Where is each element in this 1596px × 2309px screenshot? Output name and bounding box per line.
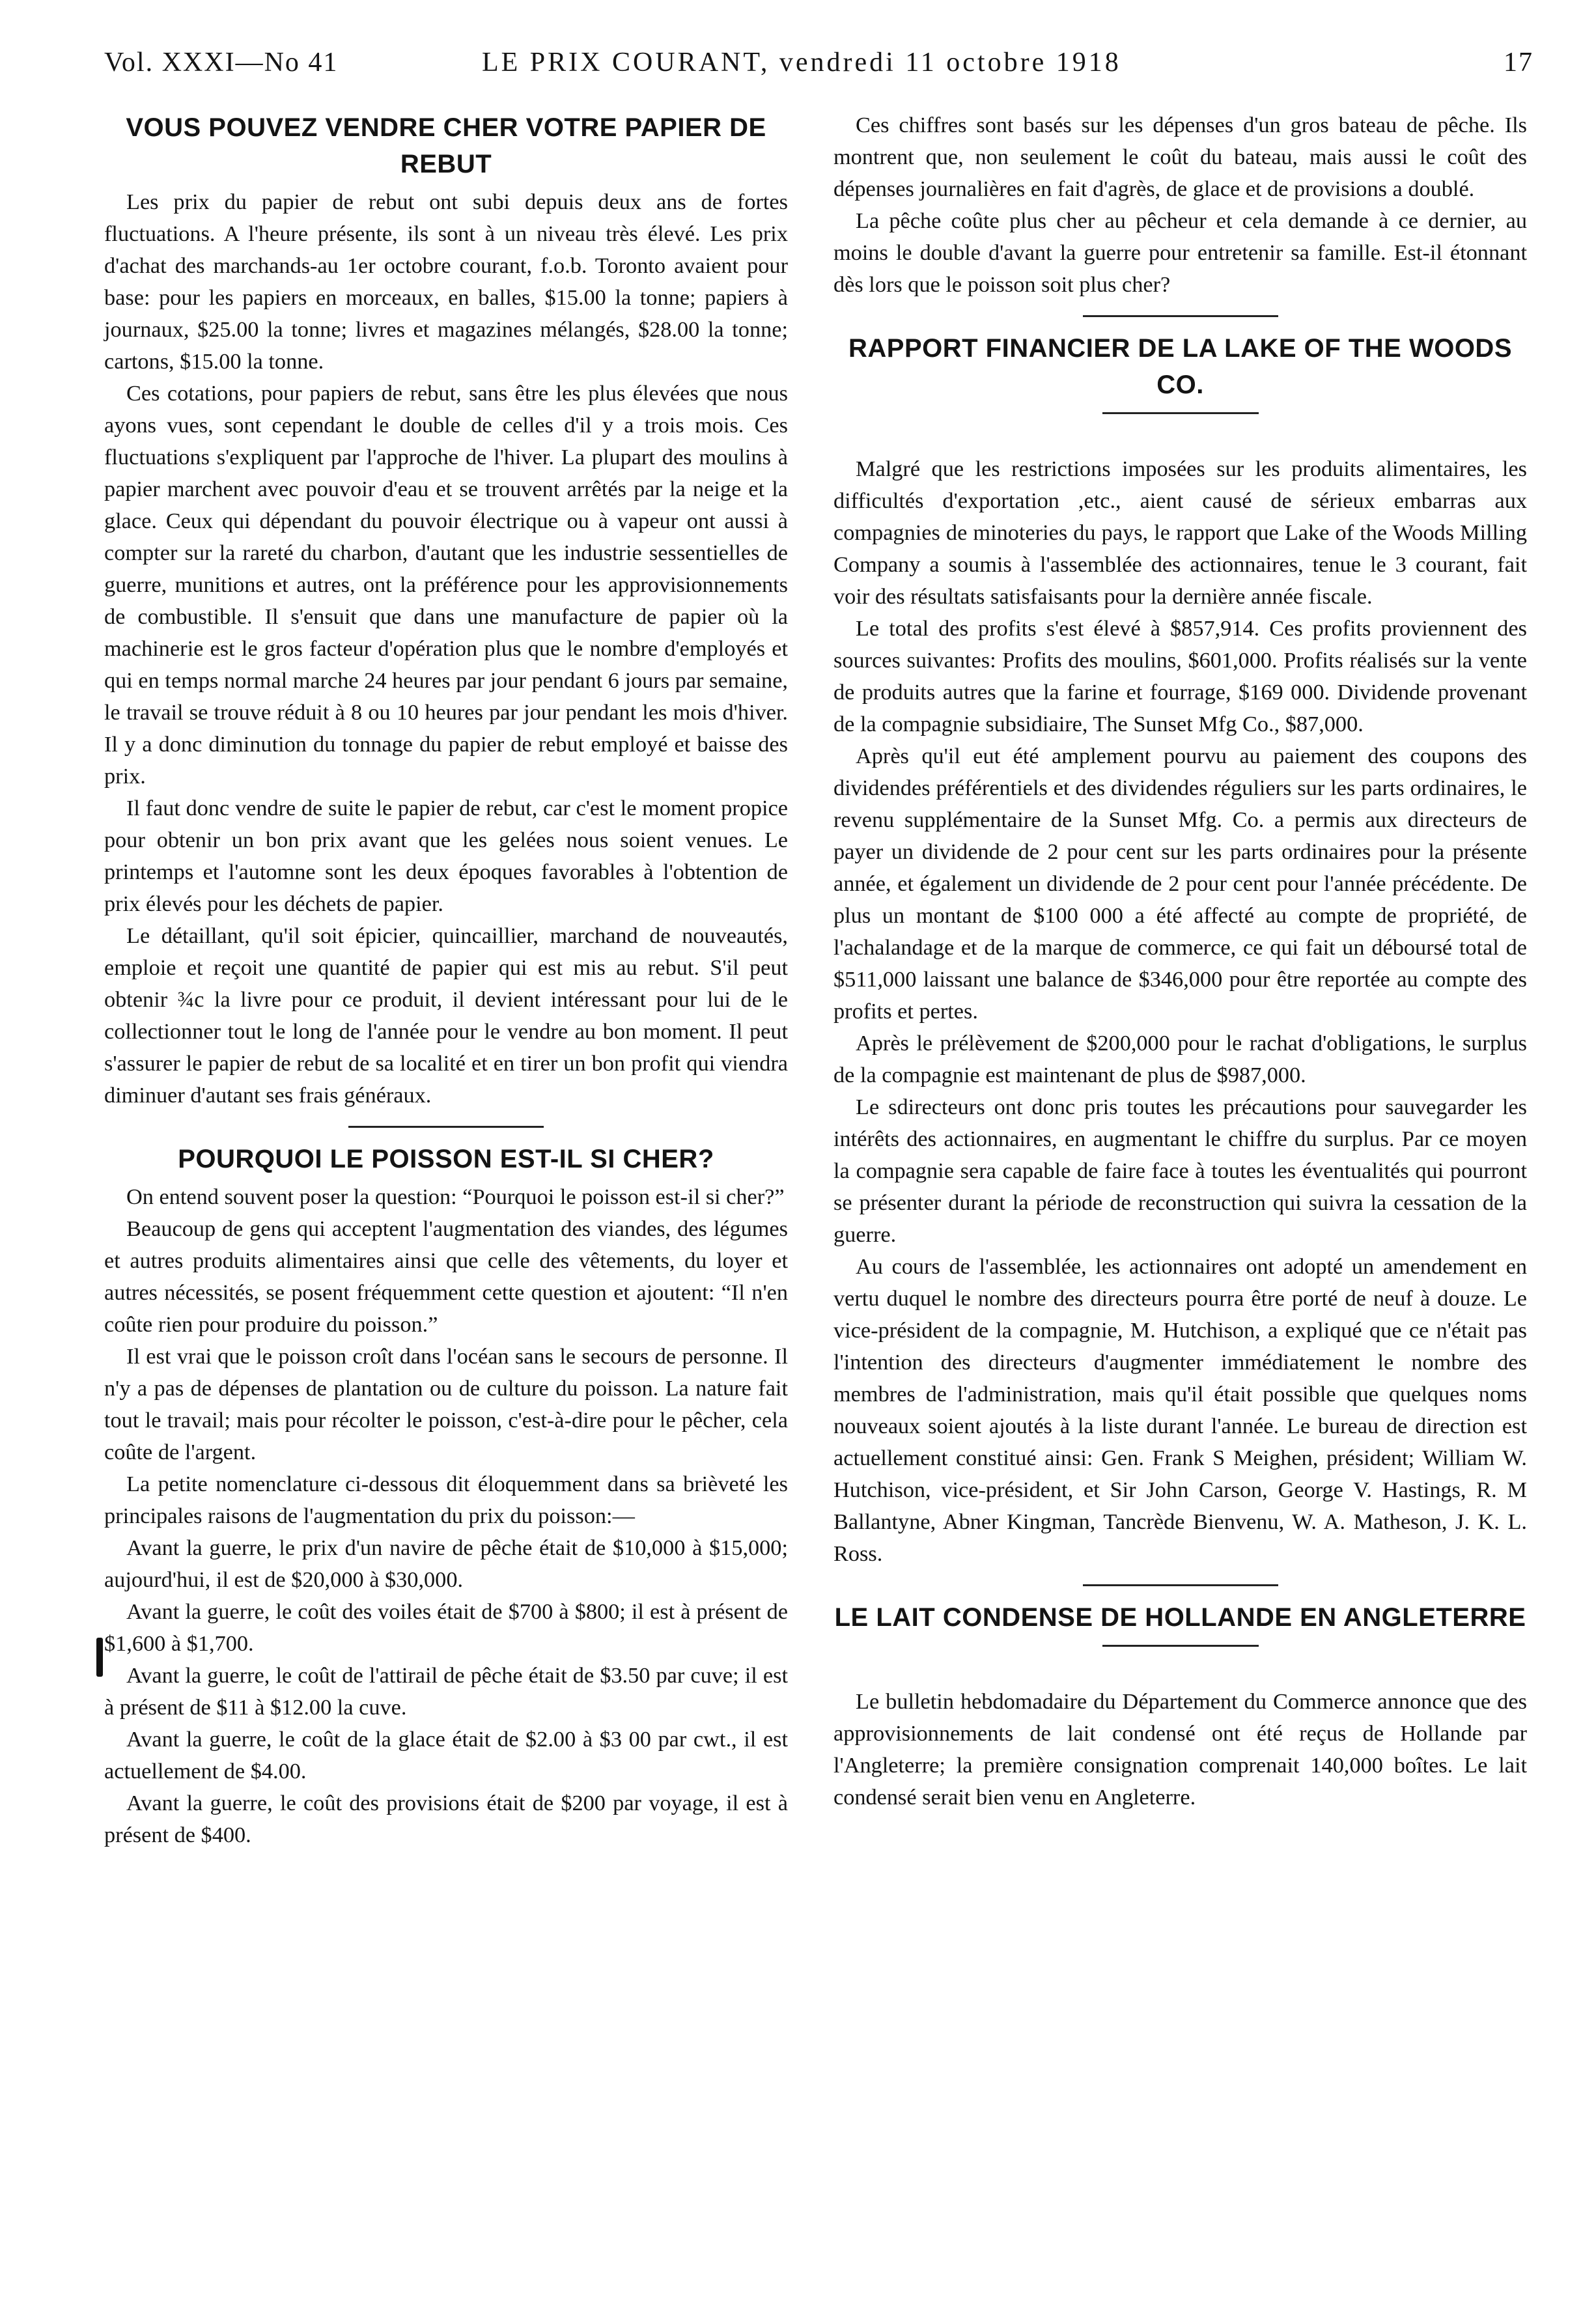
article-paragraph: Avant la guerre, le coût de l'attirail de pêche était de $3.50 par cuve; il est à présent de $11 à $12.00 la cuve. [104, 1663, 788, 1720]
article-poisson-continued [833, 109, 1527, 301]
article-paragraph: Ces chiffres sont basés sur les dépenses d'un gros bateau de pêche. Ils montrent que, non seulement le coût du bateau, mais aussi le coût des dépenses journalières en fait d'agrès, de glace et de provisions a doublé. [833, 113, 1527, 201]
article-paragraph: La petite nomenclature ci-dessous dit éloquemment dans sa brièveté les principales raisons de l'augmentation du prix du poisson:— [104, 1472, 788, 1528]
article-paragraph: Avant la guerre, le coût des provisions était de $200 par voyage, il est à présent de $400. [104, 1791, 788, 1847]
volume-number: Vol. XXXI—No 41 [104, 48, 339, 77]
article-lait-condense [833, 1599, 1527, 1813]
article-divider [1083, 315, 1278, 317]
article-paragraph: Le sdirecteurs ont donc pris toutes les précautions pour sauvegarder les intérêts des actionnaires, en augmentant le chiffre du surplus. Par ce moyen la compagnie sera capable de faire face à toutes les éventualités qui pourront se présenter durant la période de reconstruction qui suivra la cessation de la guerre. [833, 1095, 1527, 1247]
margin-mark [96, 1638, 103, 1677]
article-paragraph: Malgré que les restrictions imposées sur les produits alimentaires, les difficultés d'exportation ,etc., aient causé de sérieux embarras aux compagnies de minoteries du pays, le rapport que Lake of the Woods Milling Company a soumis à l'assemblée des actionnaires, tenue le 3 courant, fait voir des résultats satisfaisants pour la dernière année fiscale. [833, 456, 1527, 609]
article-title: POURQUOI LE POISSON EST-IL SI CHER? [178, 1145, 714, 1173]
title-underline [1102, 412, 1259, 414]
article-paragraph: Après le prélèvement de $200,000 pour le rachat d'obligations, le surplus de la compagnie est maintenant de plus de $987,000. [833, 1031, 1527, 1087]
article-paragraph: La pêche coûte plus cher au pêcheur et cela demande à ce dernier, au moins le double d'avant la guerre pour entretenir sa famille. Est-il étonnant dès lors que le poisson soit plus cher? [833, 208, 1527, 297]
article-papier-de-rebut [104, 109, 788, 1112]
article-divider [1083, 1584, 1278, 1586]
article-paragraph: Ces cotations, pour papiers de rebut, sans être les plus élevées que nous ayons vues, sont cependant le double de celles d'il y a trois mois. Ces fluctuations s'expliquent par l'approche de l'hiver. La plupart des moulins à papier marchent avec pouvoir d'eau et se trouvent arrêtés par la neige et la glace. Ceux qui dépendant du pouvoir électrique ou à vapeur ont aussi à compter sur la rareté du charbon, d'autant que les industrie sessentielles de guerre, munitions et autres, ont la préférence pour les approvisionnements de combustible. Il s'ensuit que dans une manufacture de papier où la machinerie est le gros facteur d'opération plus que le nombre d'employés et qui en temps normal marche 24 heures par jour pendant 6 jours par semaine, le travail se trouve réduit à 8 ou 10 heures par jour pendant les mois d'hiver. Il y a donc diminution du tonnage du papier de rebut employé et baisse des prix. [104, 381, 788, 789]
running-header [104, 47, 1533, 86]
article-paragraph: Avant la guerre, le coût de la glace était de $2.00 à $3 00 par cwt., il est actuellement de $4.00. [104, 1727, 788, 1784]
article-title: VOUS POUVEZ VENDRE CHER VOTRE PAPIER DE REBUT [126, 113, 766, 178]
article-divider [348, 1126, 544, 1128]
article-paragraph: Le bulletin hebdomadaire du Département du Commerce annonce que des approvisionnements de lait condensé ont été reçus de Hollande par l'Angleterre; la première consignation comprenait 140,000 boîtes. Le lait condensé serait bien venu en Angleterre. [833, 1689, 1527, 1810]
title-underline [1102, 1645, 1259, 1647]
publication-dateline: LE PRIX COURANT, vendredi 11 octobre 1918 [482, 48, 1121, 77]
article-poisson [104, 1141, 788, 1851]
article-paragraph: Le détaillant, qu'il soit épicier, quincaillier, marchand de nouveautés, emploie et reçoit une quantité de papier qui est mis au rebut. S'il peut obtenir ¾c la livre pour ce produit, il devient intéressant pour lui de le collectionner tout le long de l'année pour le vendre au bon moment. Il peut s'assurer le papier de rebut de sa localité et en tirer un bon profit qui viendra diminuer d'autant ses frais généraux. [104, 923, 788, 1108]
page-number: 17 [1504, 48, 1533, 77]
right-column [833, 109, 1527, 2270]
article-paragraph: Il faut donc vendre de suite le papier de rebut, car c'est le moment propice pour obtenir un bon prix avant que les gelées nous soient venues. Le printemps et l'automne sont les deux époques favorables à l'obtention de prix élevés pour les déchets de papier. [104, 796, 788, 916]
article-lake-of-the-woods [833, 330, 1527, 1570]
article-paragraph: Le total des profits s'est élevé à $857,914. Ces profits proviennent des sources suivantes: Profits des moulins, $601,000. Profits réalisés sur la vente de produits autres que la farine et fourrage, $169 000. Dividende provenant de la compagnie subsidiaire, The Sunset Mfg Co., $87,000. [833, 616, 1527, 736]
article-paragraph: Avant la guerre, le prix d'un navire de pêche était de $10,000 à $15,000; aujourd'hui, il est de $20,000 à $30,000. [104, 1535, 788, 1592]
article-paragraph: Beaucoup de gens qui acceptent l'augmentation des viandes, des légumes et autres produits alimentaires ainsi que celle des vêtements, du loyer et autres nécessités, se posent fréquemment cette question et ajoutent: “Il n'en coûte rien pour produire du poisson.” [104, 1216, 788, 1337]
article-paragraph: On entend souvent poser la question: “Pourquoi le poisson est-il si cher?” [126, 1184, 785, 1209]
left-column [104, 109, 788, 2270]
article-paragraph: Les prix du papier de rebut ont subi depuis deux ans de fortes fluctuations. A l'heure présente, ils sont à un niveau très élevé. Les prix d'achat des marchands-au 1er octobre courant, f.o.b. Toronto avaient pour base: pour les papiers en morceaux, en balles, $15.00 la tonne; papiers à journaux, $25.00 la tonne; livres et magazines mélangés, $28.00 la tonne; cartons, $15.00 la tonne. [104, 189, 788, 374]
article-paragraph: Avant la guerre, le coût des voiles était de $700 à $800; il est à présent de $1,600 à $1,700. [104, 1599, 788, 1656]
article-title: LE LAIT CONDENSE DE HOLLANDE EN ANGLETERRE [834, 1603, 1526, 1632]
article-paragraph: Après qu'il eut été amplement pourvu au paiement des coupons des dividendes préférentiels et des dividendes réguliers sur les parts ordinaires, le revenu supplémentaire de la Sunset Mfg. Co. a permis aux directeurs de payer un dividende de 2 pour cent sur les parts ordinaires pour la présente année, et également un dividende de 2 pour cent pour l'année précédente. De plus un montant de $100 000 a été affecté au compte de propriété, de l'achalandage et de la marque de commerce, ce qui fait un déboursé total de $511,000 laissant une balance de $346,000 pour être reportée au compte des profits et pertes. [833, 744, 1527, 1024]
article-title: RAPPORT FINANCIER DE LA LAKE OF THE WOODS CO. [848, 334, 1512, 399]
article-paragraph: Il est vrai que le poisson croît dans l'océan sans le secours de personne. Il n'y a pas de dépenses de plantation ou de culture du poisson. La nature fait tout le travail; mais pour récolter le poisson, c'est-à-dire pour le pêcher, cela coûte de l'argent. [104, 1344, 788, 1464]
article-paragraph: Au cours de l'assemblée, les actionnaires ont adopté un amendement en vertu duquel le nombre des directeurs pourra être porté de neuf à douze. Le vice-président de la compagnie, M. Hutchison, a expliqué que ce n'était pas l'intention des directeurs d'augmenter immédiatement le nombre des membres de l'administration, mais qu'il était possible que quelques noms nouveaux soient ajoutés à la liste durant l'année. Le bureau de direction est actuellement constitué ainsi: Gen. Frank S Meighen, président; William W. Hutchison, vice-président, et Sir John Carson, George V. Hastings, R. M Ballantyne, Abner Kingman, Tancrède Bienvenu, W. A. Matheson, J. K. L. Ross. [833, 1254, 1527, 1566]
